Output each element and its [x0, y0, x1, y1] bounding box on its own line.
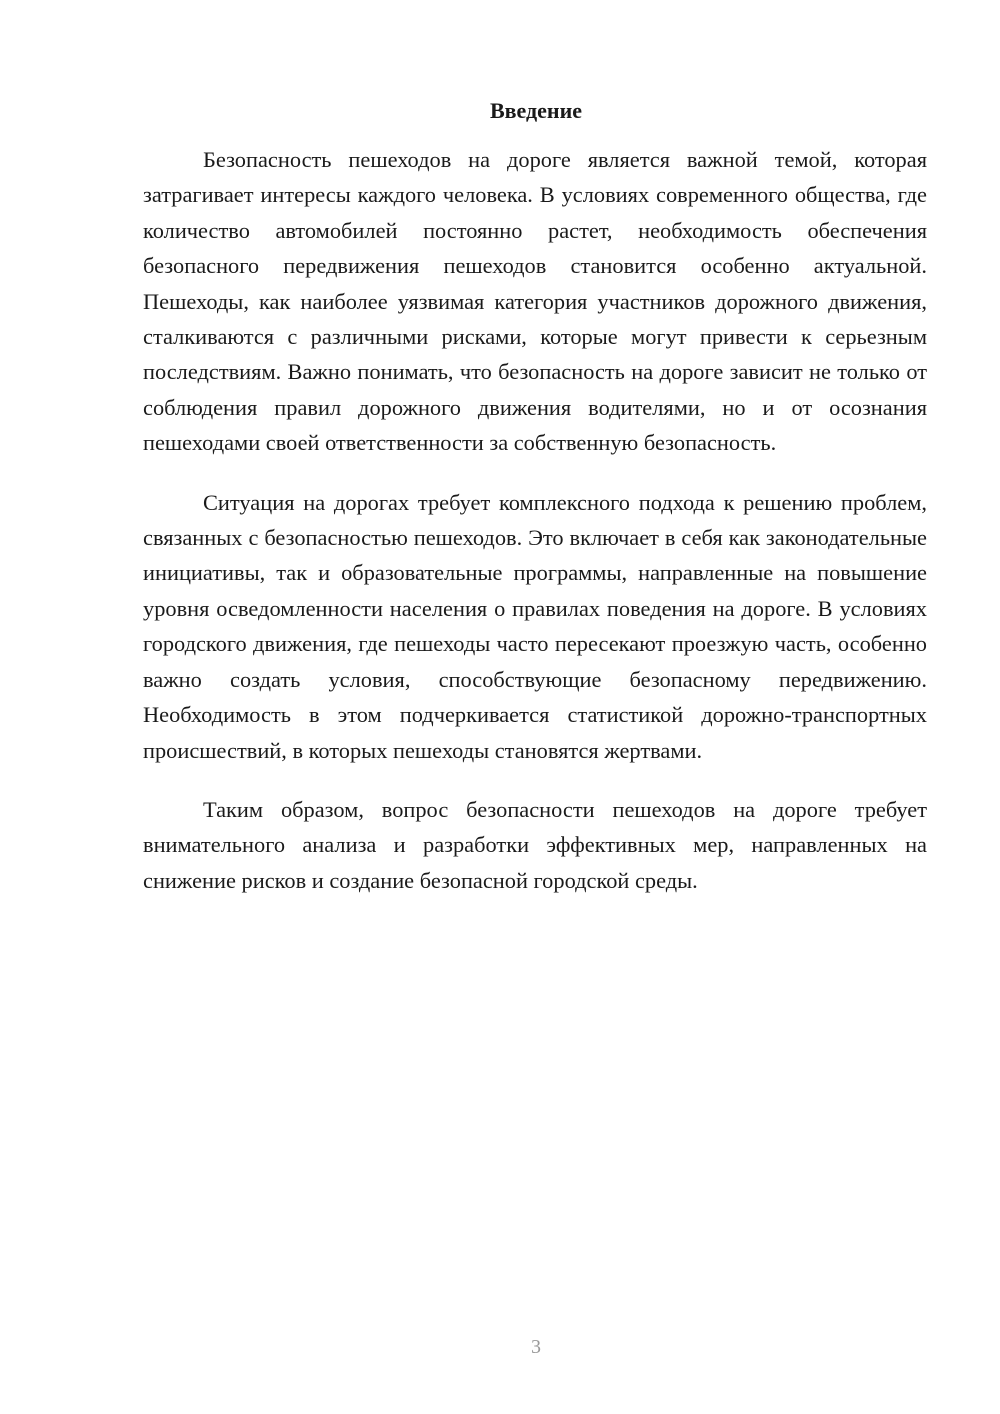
- paragraph-3: Таким образом, вопрос безопасности пешеходов на дороге требует внимательного анализа и разработки эффективных мер, направленных на снижение рисков и создание безопасной городской среды.: [143, 796, 927, 893]
- section-heading: Введение: [489, 98, 583, 123]
- body-text: [143, 142, 927, 922]
- page-number: 3: [531, 1336, 541, 1358]
- paragraph-1: Безопасность пешеходов на дороге является важной темой, которая затрагивает интересы каждого человека. В условиях современного общества, где количество автомобилей постоянно растет, необходимость обеспечения безопасного передвижения пешеходов становится особенно актуальной. Пешеходы, как наиболее уязвимая категория участников дорожного движения, сталкиваются с различными рисками, которые могут привести к серьезным последствиям. Важно понимать, что безопасность на дороге зависит не только от соблюдения правил дорожного движения водителями, но и от осознания пешеходами своей ответственности за собственную безопасность.: [143, 147, 927, 456]
- paragraph-2: Ситуация на дорогах требует комплексного подхода к решению проблем, связанных с безопасностью пешеходов. Это включает в себя как законодательные инициативы, так и образовательные программы, направленные на повышение уровня осведомленности населения о правилах поведения на дороге. В условиях городского движения, где пешеходы часто пересекают проезжую часть, особенно важно создать условия, способствующие безопасному передвижению. Необходимость в этом подчеркивается статистикой дорожно-транспортных происшествий, в которых пешеходы становятся жертвами.: [143, 489, 927, 763]
